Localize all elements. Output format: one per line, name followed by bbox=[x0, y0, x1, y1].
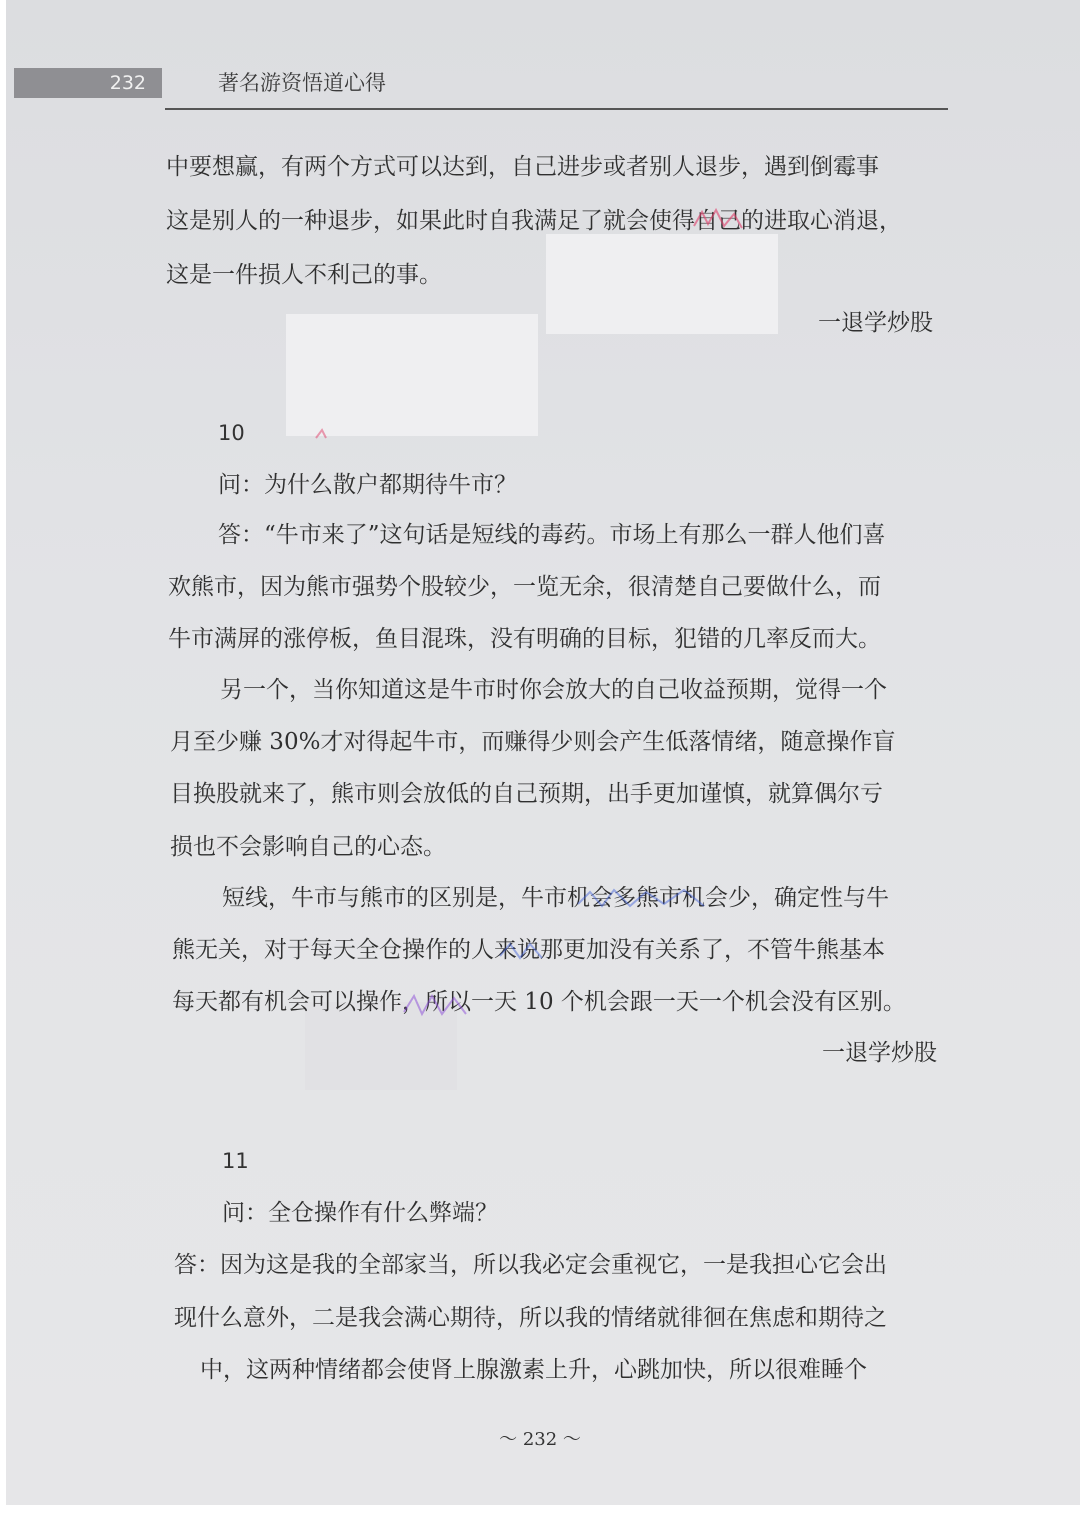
question-text: 问：全仓操作有什么弊端？ bbox=[222, 1200, 498, 1226]
answer-line: 牛市满屏的涨停板，鱼目混珠，没有明确的目标，犯错的几率反而大。 bbox=[168, 626, 881, 652]
answer-line: 另一个，当你知道这是牛市时你会放大的自己收益预期，觉得一个 bbox=[220, 677, 887, 703]
text-line: 中要想赢，有两个方式可以达到，自己进步或者别人退步，遇到倒霉事 bbox=[166, 154, 879, 180]
answer-line: 月至少赚 30%才对得起牛市，而赚得少则会产生低落情绪，随意操作盲 bbox=[170, 729, 896, 755]
pen-highlight-mark bbox=[690, 204, 760, 234]
answer-line: 答：因为这是我的全部家当，所以我必定会重视它，一是我担心它会出 bbox=[174, 1252, 887, 1278]
attribution: 一退学炒股 bbox=[818, 310, 933, 336]
pen-highlight-mark bbox=[400, 988, 480, 1022]
answer-line: 目换股就来了，熊市则会放低的自己预期，出手更加谨慎，就算偶尔亏 bbox=[170, 781, 883, 807]
answer-line: 损也不会影响自己的心态。 bbox=[170, 834, 446, 860]
answer-line: 欢熊市，因为熊市强势个股较少，一览无余，很清楚自己要做什么，而 bbox=[168, 574, 881, 600]
header-rule bbox=[165, 108, 948, 110]
answer-line: 熊无关，对于每天全仓操作的人来说那更加没有关系了，不管牛熊基本 bbox=[172, 937, 885, 963]
pen-highlight-mark bbox=[312, 426, 332, 442]
text-line: 这是一件损人不利己的事。 bbox=[166, 262, 442, 288]
pen-highlight-mark bbox=[574, 884, 724, 914]
answer-line: 答：“牛市来了”这句话是短线的毒药。市场上有那么一群人他们喜 bbox=[218, 522, 886, 548]
answer-line: 每天都有机会可以操作，所以一天 10 个机会跟一天一个机会没有区别。 bbox=[172, 989, 906, 1015]
answer-line: 现什么意外，二是我会满心期待，所以我的情绪就徘徊在焦虑和期待之 bbox=[174, 1305, 887, 1331]
answer-line: 中，这两种情绪都会使肾上腺激素上升，心跳加快，所以很难睡个 bbox=[200, 1357, 867, 1383]
question-text: 问：为什么散户都期待牛市？ bbox=[218, 472, 517, 498]
redaction-patch bbox=[546, 234, 778, 334]
answer-line: 短线，牛市与熊市的区别是，牛市机会多熊市机会少，确定性与牛 bbox=[222, 885, 889, 911]
footer-page-label: ～ 232 ～ bbox=[499, 1429, 581, 1450]
question-number: 11 bbox=[222, 1149, 249, 1173]
attribution: 一退学炒股 bbox=[822, 1040, 937, 1066]
pen-highlight-mark bbox=[496, 936, 556, 966]
question-number: 10 bbox=[218, 421, 245, 445]
running-title: 著名游资悟道心得 bbox=[218, 71, 386, 95]
text-line: 这是别人的一种退步，如果此时自我满足了就会使得自己的进取心消退， bbox=[166, 208, 902, 234]
redaction-patch bbox=[286, 314, 538, 436]
header-page-number: 232 bbox=[14, 68, 162, 98]
